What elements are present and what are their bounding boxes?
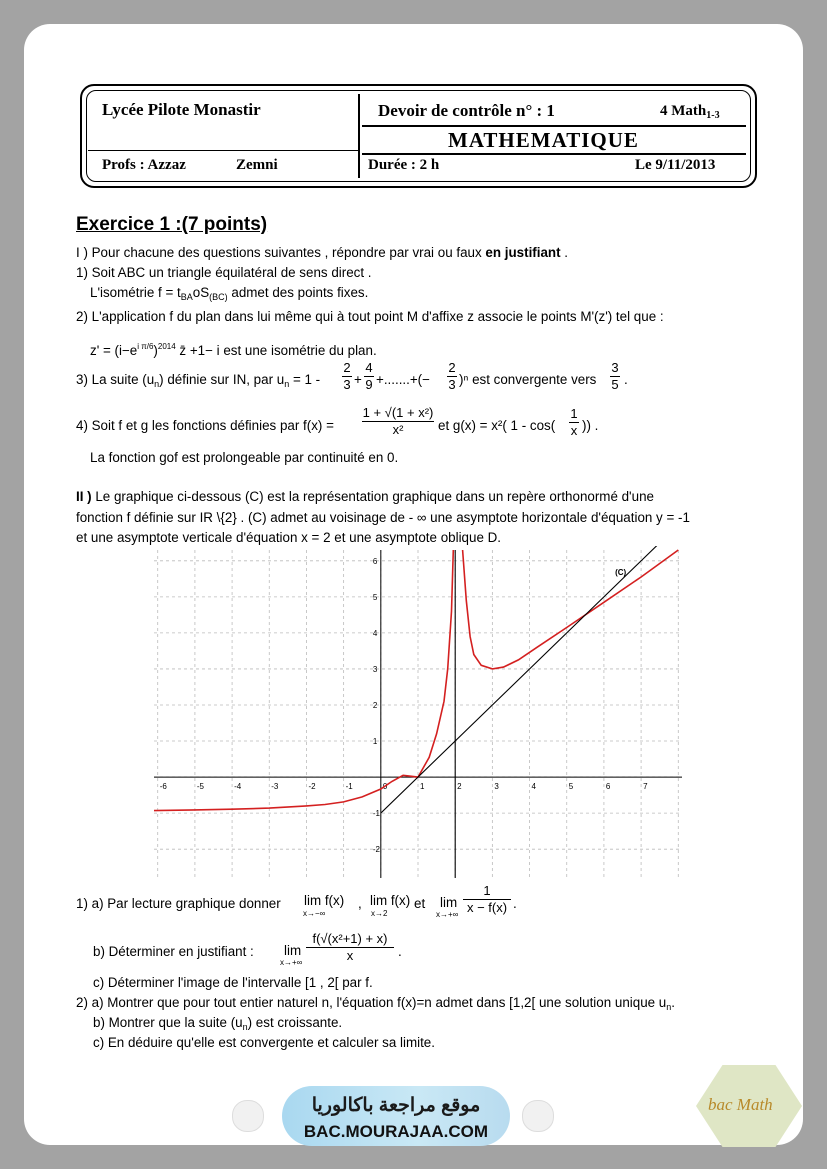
q1a-4: . [513, 896, 517, 911]
part2-label: II ) [76, 489, 92, 504]
q2-b2: ) [153, 343, 158, 358]
y-tick-label: 2 [372, 700, 378, 710]
lim3-frac: 1 x − f(x) [463, 884, 511, 915]
x-tick-label: -5 [196, 782, 205, 792]
part1-intro-bold: en justifiant [485, 245, 561, 260]
q3-dots: +.......+(− [376, 372, 430, 387]
q4-frac-g: 1 x [570, 406, 578, 438]
exam-title: Devoir de contrôle n° : 1 [378, 101, 555, 120]
part1-intro: I ) Pour chacune des questions suivantes , répondre par vrai ou faux [76, 245, 482, 260]
q3-frac-1: 2 3 [343, 360, 351, 392]
series-line-1 [463, 550, 679, 669]
q4-a: 4) Soit f et g les fonctions définies par f(x) = [76, 418, 334, 433]
site-arabic: موقع مراجعة باكالوريا [311, 1095, 481, 1116]
class-name: 4 Math [660, 103, 707, 119]
q1-line-a: 1) Soit ABC un triangle équilatéral de sens direct . [76, 265, 372, 280]
site-logo-left [232, 1100, 264, 1132]
badge-text: bac Math [708, 1095, 773, 1114]
q1-b3: admet des points fixes. [227, 285, 369, 300]
x-tick-label: 4 [531, 782, 537, 792]
q1-b2: oS [192, 285, 210, 300]
q4-b: et g(x) = x²( 1 - cos( [438, 418, 556, 433]
exam-date: Le 9/11/2013 [635, 157, 716, 173]
teacher-2: Zemni [236, 157, 278, 173]
x-tick-label: 7 [643, 782, 648, 792]
y-tick-label: 3 [372, 664, 378, 674]
q3-frac-4: 3 5 [611, 360, 619, 392]
class-sub: 1-3 [706, 110, 720, 121]
q3-plus: + [354, 372, 362, 387]
header-rule-1 [362, 125, 746, 127]
lim1: lim f(x) [304, 893, 345, 908]
q2-line-a: 2) L'application f du plan dans lui même qui à tout point M d'affixe z associe le points M'(z') tel que : [76, 309, 664, 324]
q1a-1: 1) a) Par lecture graphique donner [76, 896, 281, 911]
y-tick-label: -1 [372, 809, 380, 819]
y-tick-label: 1 [372, 737, 378, 747]
q1a-2: , [358, 896, 362, 911]
y-tick-label: -2 [372, 845, 380, 855]
lim3: lim [440, 895, 458, 910]
y-tick-label: 5 [372, 592, 378, 602]
lim4: lim [284, 943, 302, 958]
header-rule-2 [362, 153, 746, 155]
duration: Durée : 2 h [368, 157, 440, 173]
x-tick-label: -1 [345, 782, 353, 792]
lim3-sub: x→+∞ [436, 910, 459, 919]
q3-a: 3) La suite (u [76, 372, 155, 387]
x-tick-label: -6 [159, 782, 167, 792]
x-tick-label: -3 [271, 782, 279, 792]
x-tick-label: 5 [568, 782, 574, 792]
lim4-sub: x→+∞ [280, 958, 303, 967]
x-tick-label: 6 [605, 782, 611, 792]
q4-d: La fonction gof est prolongeable par continuité en 0. [90, 450, 399, 465]
q1b-1: b) Déterminer en justifiant : [93, 944, 254, 959]
q1-sub2: (BC) [209, 292, 228, 302]
teachers-label: Profs : Azzaz [102, 157, 186, 173]
x-tick-label: -4 [234, 782, 242, 792]
q3-dot: . [624, 372, 628, 387]
header-divider [358, 94, 360, 178]
function-graph [150, 546, 686, 882]
q3-sub: n [154, 379, 160, 389]
x-tick-label: 2 [457, 782, 462, 792]
q1-sub1: BA [180, 292, 193, 302]
site-logo-right [522, 1100, 554, 1132]
q2b: b) Montrer que la suite (u [93, 1015, 243, 1030]
q1b-2: . [398, 944, 402, 959]
part2-line2: fonction f définie sur IR \{2} . (C) admet au voisinage de - ∞ une asymptote horizontale d'équation y = -1 [76, 510, 690, 525]
x-tick-label: 3 [494, 782, 499, 792]
q1c: c) Déterminer l'image de l'intervalle [1 , 2[ par f. [93, 975, 373, 990]
q3-c: = 1 - [289, 372, 321, 387]
school-name: Lycée Pilote Monastir [102, 100, 261, 119]
x-tick-label: -2 [308, 782, 316, 792]
site-url[interactable]: BAC.MOURAJAA.COM [303, 1122, 489, 1141]
x-tick-label: 0 [382, 782, 388, 792]
y-tick-label: 4 [372, 628, 378, 638]
y-tick-label: 6 [372, 556, 378, 566]
q2a: 2) a) Montrer que pour tout entier naturel n, l'équation f(x)=n admet dans [1,2[ une solution unique u [76, 995, 667, 1010]
q2a-end: . [671, 995, 676, 1010]
q2-exp: i π/6 [137, 342, 154, 351]
q2c: c) En déduire qu'elle est convergente et calculer sa limite. [93, 1035, 435, 1050]
q3-end: est convergente vers [468, 372, 597, 387]
part2-line3: et une asymptote verticale d'équation x = 2 et une asymptote oblique D. [76, 530, 501, 545]
q3-b: ) définie sur IN, par u [159, 372, 285, 387]
series-line-0 [154, 550, 453, 811]
lim1-sub: x→−∞ [303, 909, 326, 918]
q2-exp2: 2014 [157, 342, 176, 351]
part1-intro-end: . [564, 245, 569, 260]
q4-c: )) . [582, 418, 599, 433]
lim2: lim f(x) [370, 893, 411, 908]
curve-label: (C) [615, 568, 627, 578]
q3-frac-2: 4 9 [365, 360, 373, 392]
q3-frac-3: 2 3 [448, 360, 456, 392]
q3-pow: )ⁿ [459, 372, 469, 387]
q2-b3: z̄ +1− i est une isométrie du plan. [175, 343, 377, 358]
q1a-3: et [414, 896, 426, 911]
lim2-sub: x→2 [371, 909, 388, 918]
part2-line1: Le graphique ci-dessous (C) est la représentation graphique dans un repère orthonormé d'une [91, 489, 654, 504]
lim4-frac: f(√(x²+1) + x) x [306, 932, 394, 963]
q2b-end: ) est croissante. [247, 1015, 343, 1030]
exercise-title: Exercice 1 :(7 points) [76, 214, 268, 235]
q2a-sub: n [666, 1002, 672, 1012]
x-tick-label: 1 [420, 782, 425, 792]
q2-b1: z' = (i−e [90, 343, 138, 358]
q1-b1: L'isométrie f = t [90, 285, 181, 300]
header-rule-3 [88, 150, 358, 151]
q4-frac-f: 1 + √(1 + x²) x² [362, 405, 434, 437]
subject-title: MATHEMATIQUE [448, 128, 639, 152]
